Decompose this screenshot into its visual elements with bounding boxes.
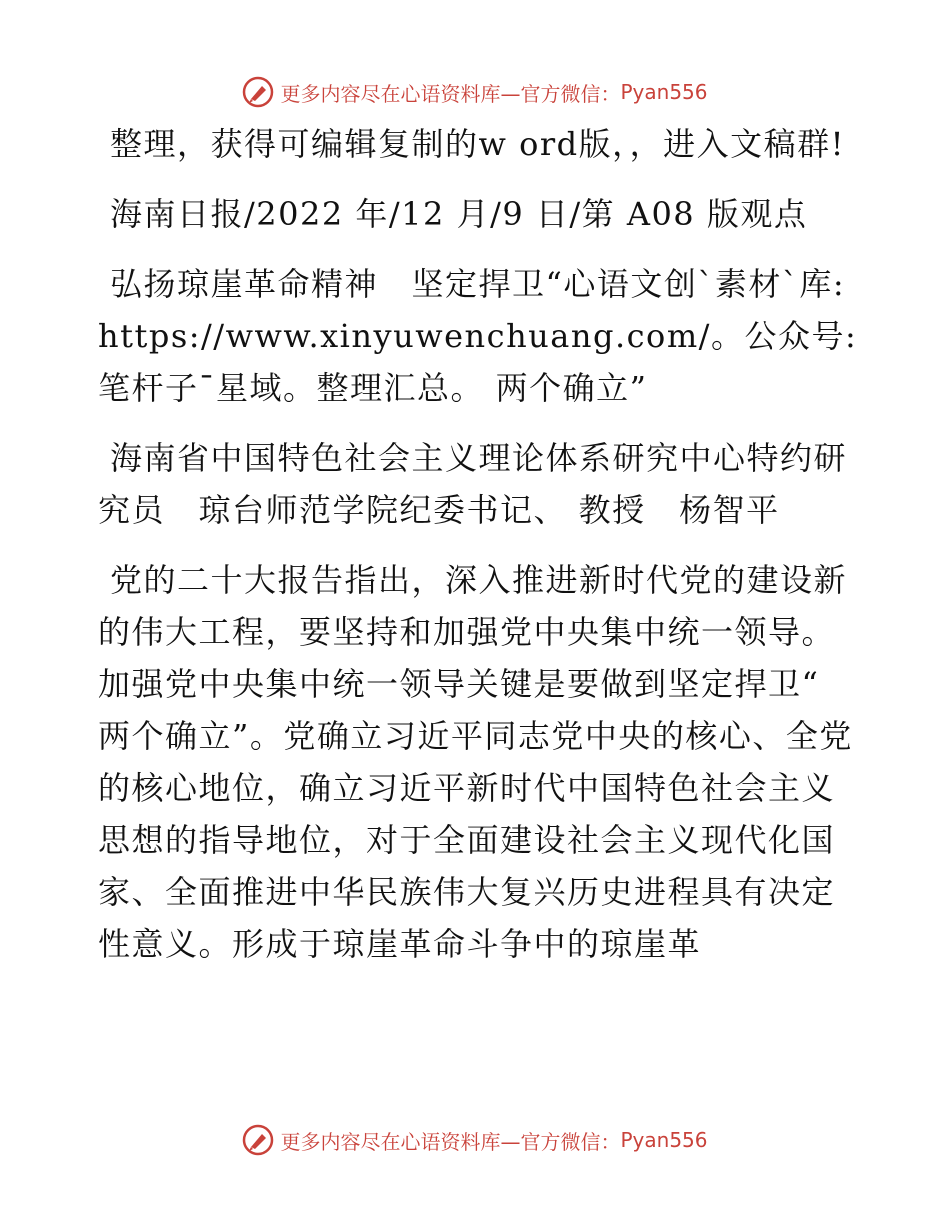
- banner-text: 更多内容尽在心语资料库—官方微信：: [280, 1129, 621, 1154]
- banner-text: 更多内容尽在心语资料库—官方微信：: [280, 81, 621, 106]
- document-body: [98, 118, 858, 970]
- banner-brand: Pyan556: [620, 1128, 708, 1152]
- source-line: 海南日报/2022 年/12 月/9 日/第 A08 版观点: [110, 195, 808, 233]
- article-title: 弘扬琼崖革命精神 坚定捍卫“心语文创`素材`库: https://www.xinyuwenchuang.com/。公众号: 笔杆子¯星域。整理汇总。 两个确立”: [98, 265, 858, 407]
- intro-paragraph: 整理，获得可编辑复制的w ord版，，进入文稿群!: [110, 125, 845, 163]
- body-paragraph: 党的二十大报告指出，深入推进新时代党的建设新的伟大工程，要坚持和加强党中央集中统一领导。加强党中央集中统一领导关键是要做到坚定捍卫“ 两个确立”。党确立习近平同志党中央的核心、全党的核心地位，确立习近平新时代中国特色社会主义思想的指导地位，对于全面建设社会主义现代化国家、全面推进中华民族伟大复兴历史进程具有决定性意义。形成于琼崖革命斗争中的琼崖革: [98, 561, 853, 963]
- pen-nib-logo-icon: [242, 1124, 274, 1156]
- author-line: 海南省中国特色社会主义理论体系研究中心特约研究员 琼台师范学院纪委书记、 教授 杨智平: [98, 439, 848, 529]
- pen-nib-logo-icon: [242, 76, 274, 108]
- header-watermark-banner: [0, 72, 950, 112]
- banner-brand: Pyan556: [620, 80, 708, 104]
- footer-watermark-banner: [0, 1120, 950, 1160]
